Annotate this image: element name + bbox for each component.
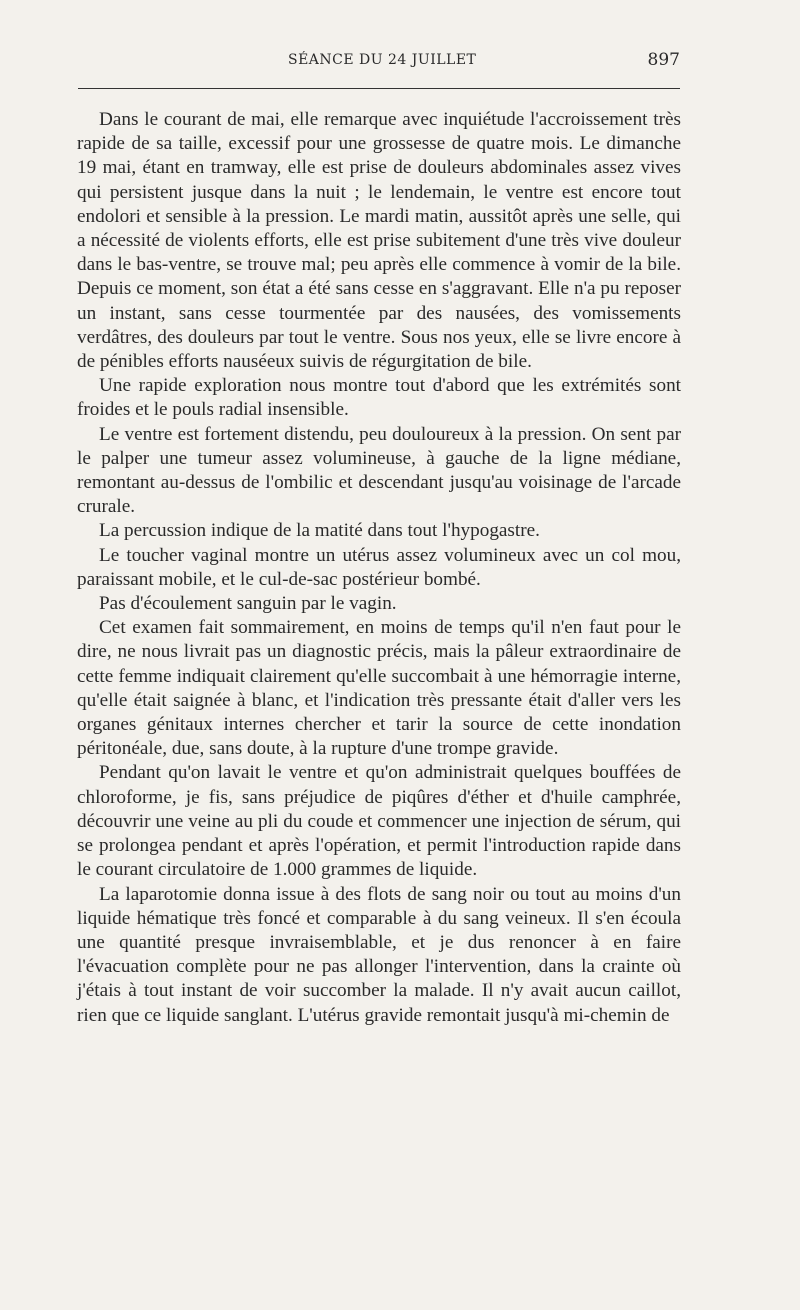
paragraph: Pas d'écoulement sanguin par le vagin. <box>99 593 397 615</box>
paragraph: La percussion indique de la matité dans tout l'hypogastre. <box>99 520 540 542</box>
paragraph: Le toucher vaginal montre un utérus assez volumineux avec un col mou, paraissant mobile, et le cul-de-sac postérieur bombé. <box>77 544 681 590</box>
paragraph: Le ventre est fortement distendu, peu douloureux à la pression. On sent par le palper une tumeur assez volumineuse, à gauche de la ligne médiane, remontant au-dessus de l'ombilic et descendant jusqu'au voisinage de l'arcade crurale. <box>77 423 681 518</box>
paragraph: Pendant qu'on lavait le ventre et qu'on administrait quelques bouffées de chloroforme, je fis, sans préjudice de piqûres d'éther et d'huile camphrée, découvrir une veine au pli du coude et commencer une injection de sérum, qui se prolongea pendant et après l'opération, et permit l'introduction rapide dans le courant circulatoire de 1.000 grammes de liquide. <box>77 762 681 881</box>
body-text <box>77 108 681 1028</box>
page-header <box>78 50 680 72</box>
paragraph: Cet examen fait sommairement, en moins de temps qu'il n'en faut pour le dire, ne nous livrait pas un diagnostic précis, mais la pâleur extraordinaire de cette femme indiquait clairement qu'elle succombait à une hémorragie interne, qu'elle était saignée à blanc, et l'indication très pressante était d'aller vers les organes génitaux internes chercher et tarir la source de cette inondation péritonéale, due, sans doute, à la rupture d'une trompe gravide. <box>77 617 681 760</box>
header-rule <box>78 88 680 89</box>
paragraph: Une rapide exploration nous montre tout d'abord que les extrémités sont froides et le pouls radial insensible. <box>77 375 681 421</box>
paragraph: Dans le courant de mai, elle remarque avec inquiétude l'accroissement très rapide de sa taille, excessif pour une grossesse de quatre mois. Le dimanche 19 mai, étant en tramway, elle est prise de douleurs abdominales assez vives qui persistent jusque dans la nuit ; le lendemain, le ventre est encore tout endolori et sensible à la pression. Le mardi matin, aussitôt après une selle, qui a nécessité de violents efforts, elle est prise subitement d'une très vive douleur dans le bas-ventre, se trouve mal; peu après elle commence à vomir de la bile. Depuis ce moment, son état a été sans cesse en s'aggravant. Elle n'a pu reposer un instant, sans cesse tourmentée par des nausées, des vomissements verdâtres, des douleurs par tout le ventre. Sous nos yeux, elle se livre encore à de pénibles efforts nauséeux suivis de régurgitation de bile. <box>77 109 681 373</box>
paragraph: La laparotomie donna issue à des flots de sang noir ou tout au moins d'un liquide hématique très foncé et comparable à du sang veineux. Il s'en écoula une quantité presque invraisemblable, et je dus renoncer à en faire l'évacuation complète pour ne pas allonger l'intervention, dans la crainte où j'étais à tout instant de voir succomber la malade. Il n'y avait aucun caillot, rien que ce liquide sanglant. L'utérus gravide remontait jusqu'à mi-chemin de <box>77 883 681 1026</box>
page-number: 897 <box>647 50 680 70</box>
running-title: SÉANCE DU 24 JUILLET <box>288 52 477 68</box>
